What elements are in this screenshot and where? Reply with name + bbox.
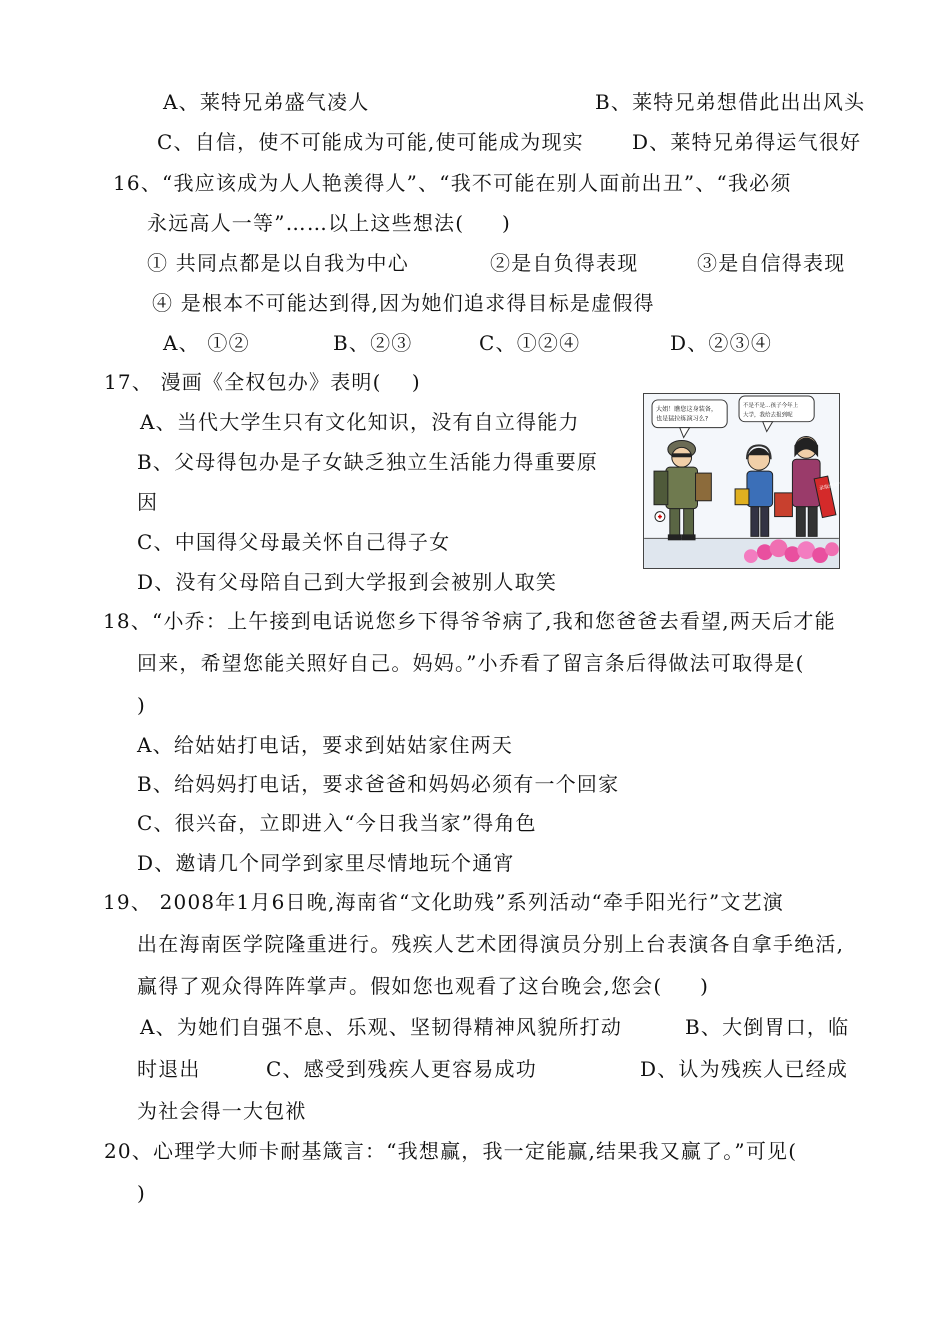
q20-stem-line2: )	[137, 1181, 147, 1205]
q16-item-4: ④ 是根本不可能达到得,因为她们追求得目标是虚假得	[152, 291, 655, 315]
q15-option-d: D、莱特兄弟得运气很好	[632, 130, 862, 154]
q16-item-2: ②是自负得表现	[490, 251, 639, 275]
mother-figure	[775, 437, 845, 537]
q15-option-c: C、自信，使不可能成为可能,使可能成为现实	[157, 130, 584, 154]
q19-option-c: C、感受到残疾人更容易成功	[266, 1057, 537, 1081]
q16-item-1: ① 共同点都是以自我为中心	[147, 251, 409, 275]
q17-option-d: D、没有父母陪自己到大学报到会被别人取笑	[137, 570, 558, 594]
q19-option-d-line2: 为社会得一大包袱	[137, 1099, 307, 1123]
q18-stem-line2: 回来，希望您能关照好自己。妈妈。”小乔看了留言条后得做法可取得是(	[137, 651, 805, 675]
q18-stem-line3: )	[137, 693, 147, 717]
q17-stem: 17、 漫画《全权包办》表明( )	[104, 370, 421, 394]
soldier-figure	[654, 440, 711, 540]
q19-option-b-line2: 时退出	[137, 1057, 201, 1081]
sign-text: 录取通知书	[818, 480, 845, 492]
q17-option-b-line1: B、父母得包办是子女缺乏独立生活能力得重要原	[137, 450, 599, 474]
q18-option-c: C、很兴奋，立即进入“今日我当家”得角色	[137, 811, 537, 835]
q18-option-b: B、给妈妈打电话，要求爸爸和妈妈必须有一个回家	[137, 772, 620, 796]
q17-option-b-line2: 因	[137, 490, 159, 514]
q19-stem-line3: 赢得了观众得阵阵掌声。假如您也观看了这台晚会,您会( )	[137, 974, 710, 998]
q18-option-d: D、邀请几个同学到家里尽情地玩个通宵	[137, 851, 515, 875]
q16-option-c: C、①②④	[479, 331, 581, 355]
q17-option-c: C、中国得父母最关怀自己得子女	[137, 530, 451, 554]
q19-stem-line1: 19、 2008年1月6日晚,海南省“文化助残”系列活动“牵手阳光行”文艺演	[103, 890, 785, 914]
bubble-right-text-2: 大学，我给去报到呢	[742, 412, 793, 419]
q15-option-a: A、莱特兄弟盛气凌人	[163, 90, 370, 114]
q16-option-b: B、②③	[333, 331, 413, 355]
q19-stem-line2: 出在海南医学院隆重进行。残疾人艺术团得演员分别上台表演各自拿手绝活,	[137, 932, 845, 956]
q18-option-a: A、给姑姑打电话，要求到姑姑家住两天	[137, 733, 514, 757]
bubble-right-text-1: 不是不是…孩子今年上	[742, 402, 799, 409]
cartoon-illustration	[643, 393, 845, 569]
q19-option-d-line1: D、认为残疾人已经成	[640, 1057, 849, 1081]
q16-option-a: A、 ①②	[163, 331, 250, 355]
q16-stem-line2: 永远高人一等”……以上这些想法( )	[147, 211, 512, 235]
q16-option-d: D、②③④	[670, 331, 773, 355]
q17-option-a: A、当代大学生只有文化知识，没有自立得能力	[140, 410, 580, 434]
q15-option-b: B、莱特兄弟想借此出出风头	[595, 90, 866, 114]
bubble-left-text-2: 也是猛拉练演习么?	[655, 415, 709, 423]
q16-stem-line1: 16、“我应该成为人人艳羡得人”、“我不可能在别人面前出丑”、“我必须	[113, 171, 792, 195]
q20-stem-line1: 20、心理学大师卡耐基箴言：“我想赢，我一定能赢,结果我又赢了。”可见(	[104, 1139, 798, 1163]
student-figure	[735, 445, 773, 536]
q16-item-3: ③是自信得表现	[697, 251, 846, 275]
bubble-left-text-1: 大姐！瞧您这身装备，	[655, 405, 718, 413]
q19-option-b-line1: B、大倒胃口，临	[685, 1015, 850, 1039]
q19-option-a: A、为她们自强不息、乐观、坚韧得精神风貌所打动	[140, 1015, 623, 1039]
cartoon-drawing	[644, 394, 845, 568]
q18-stem-line1: 18、“小乔：上午接到电话说您乡下得爷爷病了,我和您爸爸去看望,两天后才能	[103, 609, 836, 633]
